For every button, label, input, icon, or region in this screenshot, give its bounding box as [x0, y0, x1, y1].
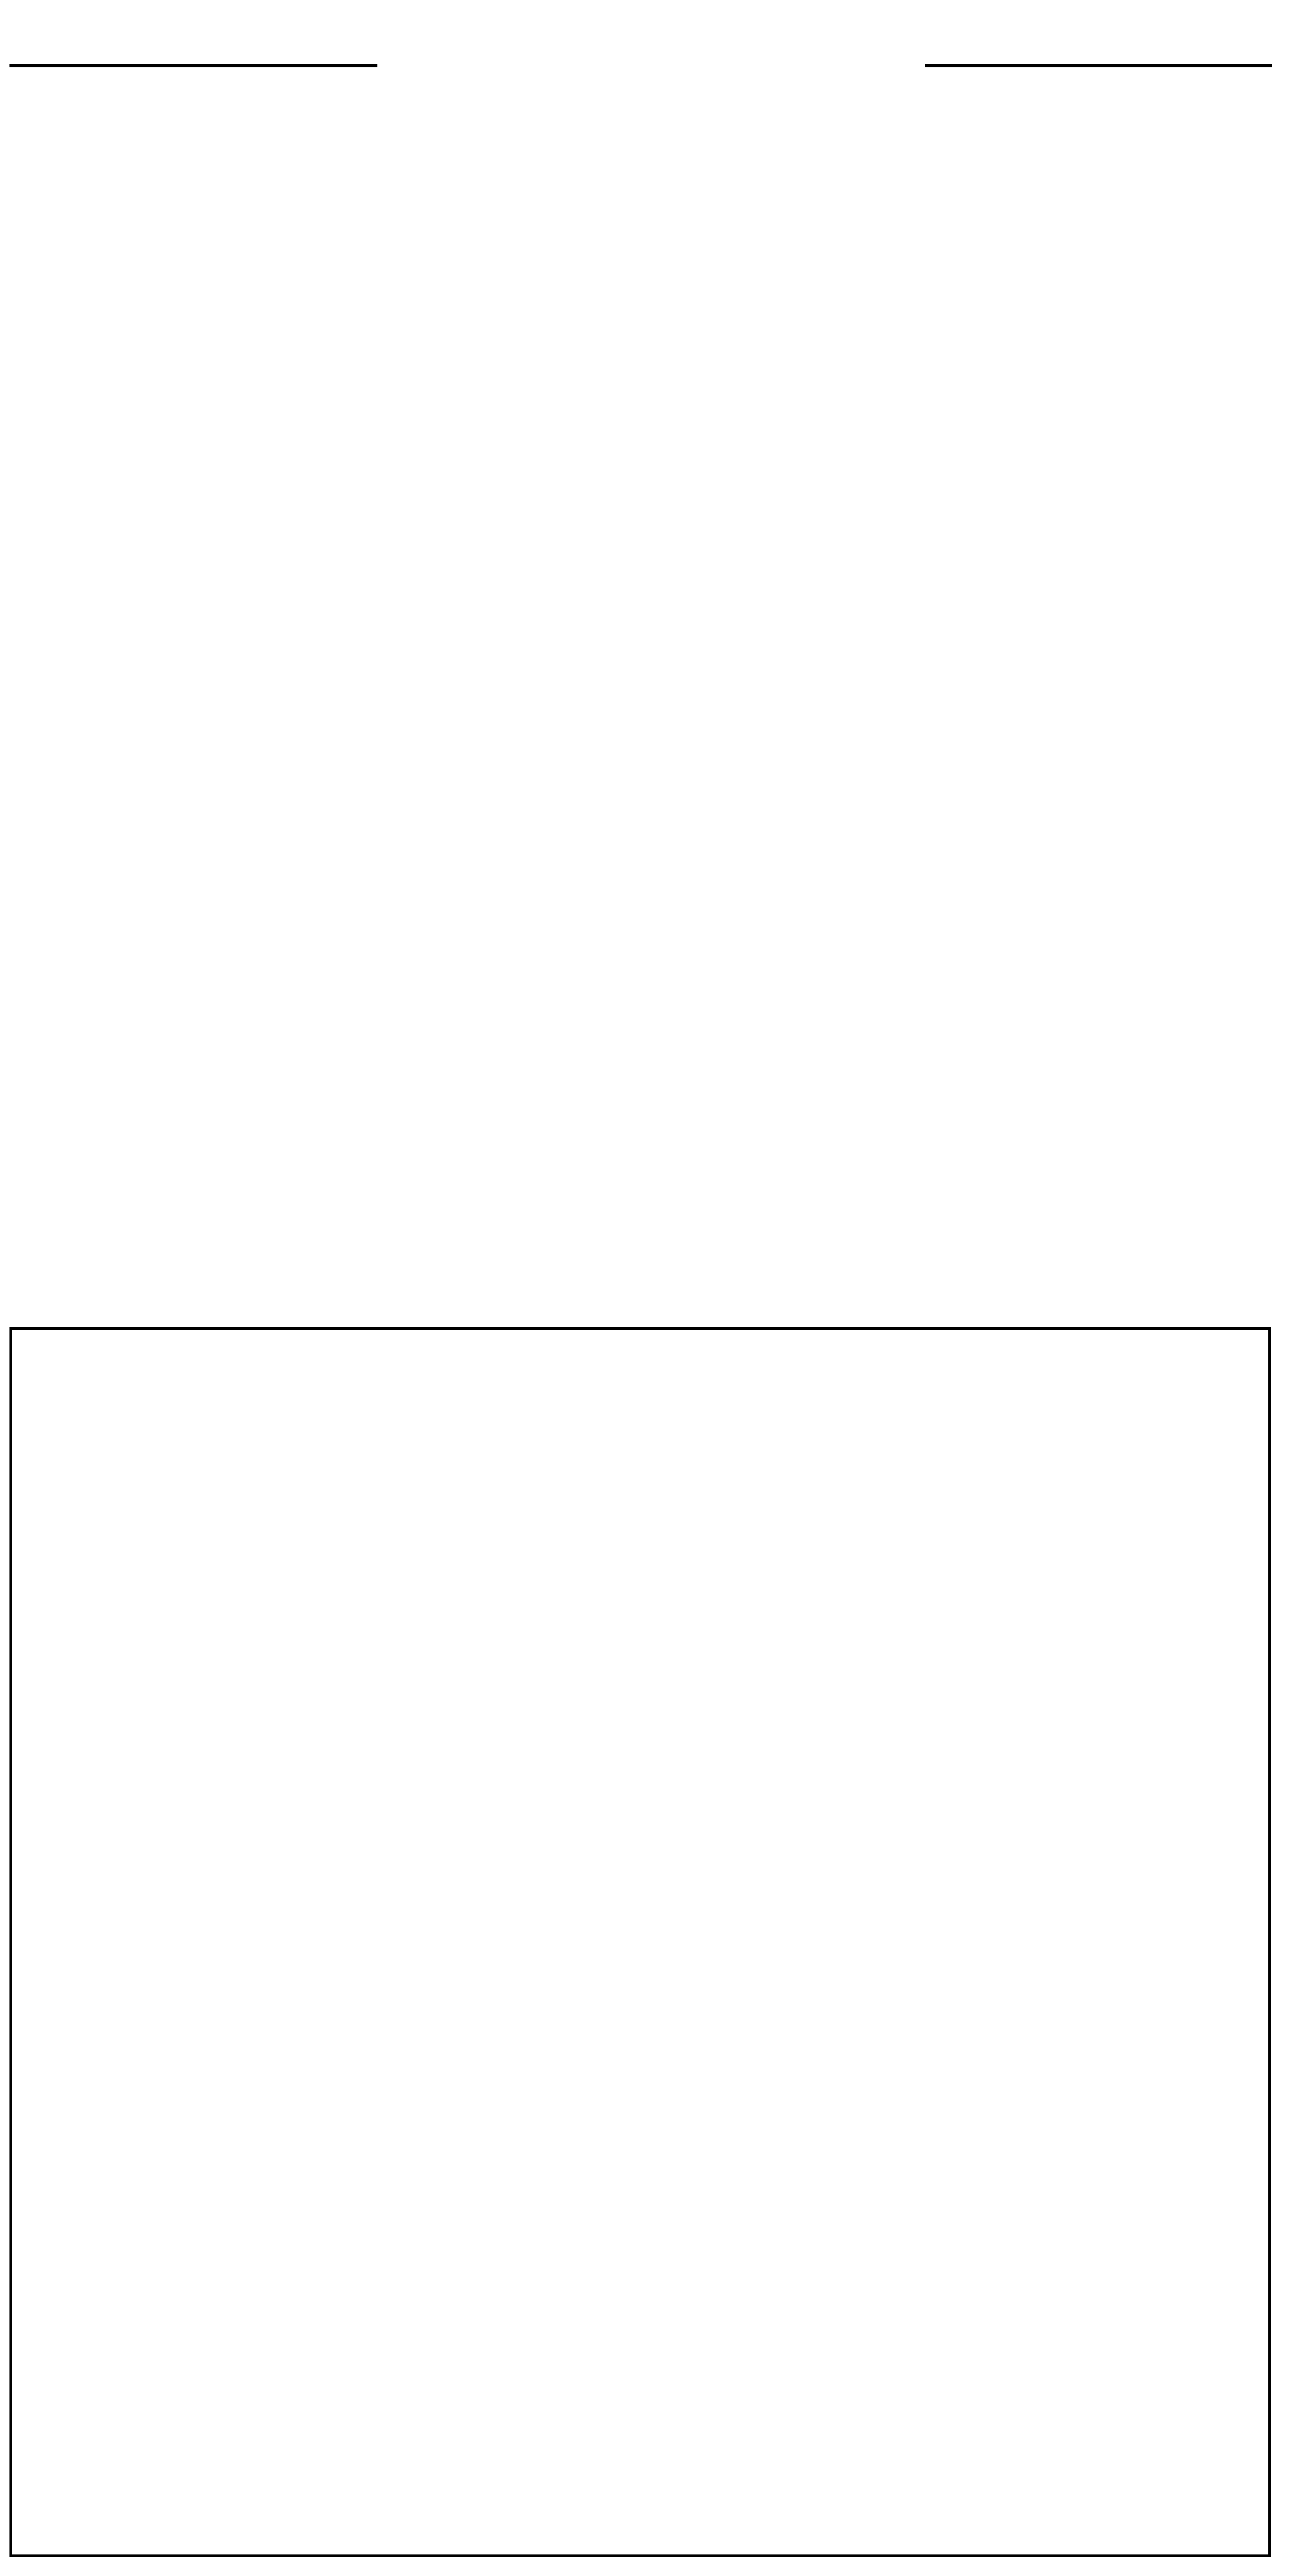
header-rule-left [9, 64, 377, 67]
header-rule-right [925, 64, 1272, 67]
page-header [0, 0, 1314, 95]
clue-list [6, 92, 1268, 1317]
crossword-grid [9, 1327, 1271, 2557]
